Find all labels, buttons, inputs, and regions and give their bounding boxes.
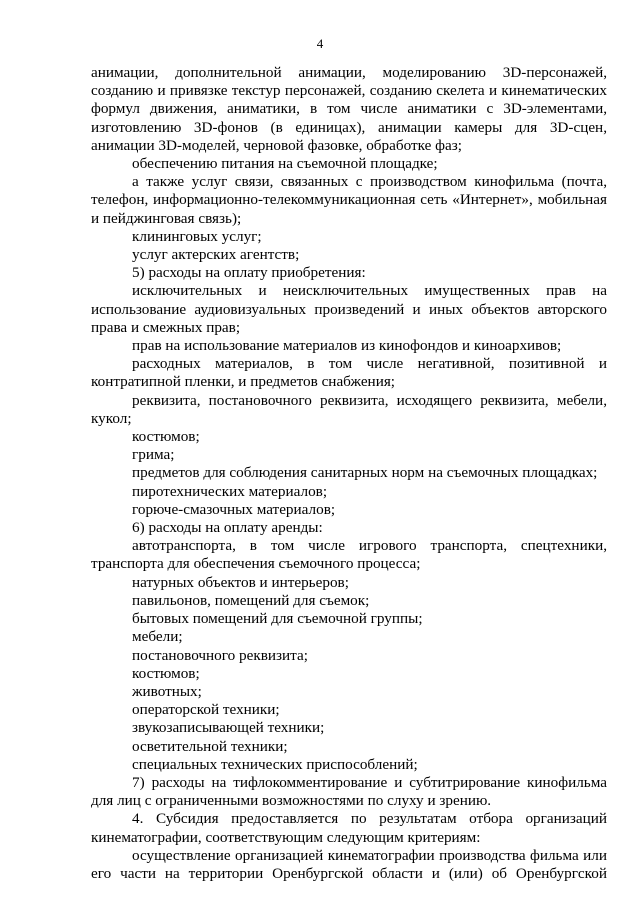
paragraph: 4. Субсидия предоставляется по результатам отбора организаций кинематографии, соответствующим следующим критериям: xyxy=(91,810,607,846)
paragraph: автотранспорта, в том числе игрового транспорта, спецтехники, транспорта для обеспечения съемочного процесса; xyxy=(91,537,607,573)
paragraph: 7) расходы на тифлокомментирование и субтитрирование кинофильма для лиц с ограниченными возможностями по слуху и зрению. xyxy=(91,773,607,810)
paragraph: специальных технических приспособлений; xyxy=(132,755,418,773)
paragraph: расходных материалов, в том числе негативной, позитивной и контратипной пленки, и предметов снабжения; xyxy=(91,355,607,391)
paragraph: звукозаписывающей техники; xyxy=(132,719,325,737)
paragraph: костюмов; xyxy=(132,428,200,446)
paragraph: осветительной техники; xyxy=(132,737,288,755)
paragraph: предметов для соблюдения санитарных норм на съемочных площадках; xyxy=(132,464,598,482)
paragraph: клининговых услуг; xyxy=(132,227,262,245)
paragraph: услуг актерских агентств; xyxy=(132,246,300,264)
paragraph: животных; xyxy=(132,682,202,700)
paragraph: исключительных и неисключительных имущественных прав на использование аудиовизуальных произведений и иных объектов авторского права и смежных прав; xyxy=(91,282,607,336)
paragraph: мебели; xyxy=(132,628,183,646)
paragraph: павильонов, помещений для съемок; xyxy=(132,591,370,609)
document-body xyxy=(91,64,607,883)
paragraph: анимации, дополнительной анимации, моделированию 3D-персонажей, созданию и привязке текстур персонажей, созданию скелета и кинематических формул движения, аниматики, в том числе аниматики с 3D-элементами, изготовлению 3D-фонов (в единицах), анимации камеры для 3D-сцен, анимации 3D-моделей, черновой фазовке, обработке фаз; xyxy=(91,64,607,154)
paragraph: 5) расходы на оплату приобретения: xyxy=(132,264,366,282)
paragraph: 6) расходы на оплату аренды: xyxy=(132,519,323,537)
paragraph: костюмов; xyxy=(132,664,200,682)
paragraph: горюче-смазочных материалов; xyxy=(132,500,336,518)
paragraph: бытовых помещений для съемочной группы; xyxy=(132,610,423,628)
paragraph: обеспечению питания на съемочной площадке; xyxy=(132,155,438,173)
paragraph: осуществление организацией кинематографии производства фильма или его части на территории Оренбургской области и (или) об Оренбургской xyxy=(91,846,607,882)
paragraph: постановочного реквизита; xyxy=(132,646,308,664)
paragraph: пиротехнических материалов; xyxy=(132,482,328,500)
paragraph: грима; xyxy=(132,446,175,464)
paragraph: а также услуг связи, связанных с производством кинофильма (почта, телефон, информационно-телекоммуникационная сеть «Интернет», мобильная и пейджинговая связь); xyxy=(91,173,607,227)
paragraph: прав на использование материалов из кинофондов и киноархивов; xyxy=(132,337,562,355)
paragraph: натурных объектов и интерьеров; xyxy=(132,573,349,591)
paragraph: реквизита, постановочного реквизита, исходящего реквизита, мебели, кукол; xyxy=(91,391,607,427)
paragraph: операторской техники; xyxy=(132,701,280,719)
page-number: 4 xyxy=(316,36,324,51)
